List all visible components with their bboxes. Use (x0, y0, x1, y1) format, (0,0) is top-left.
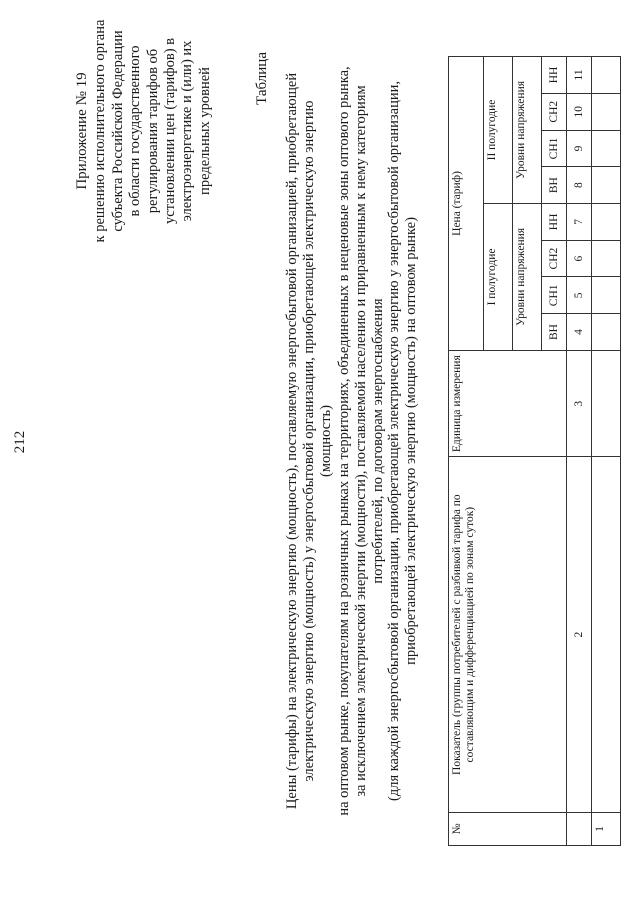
header-voltage: НН (542, 57, 567, 94)
column-number: 8 (567, 167, 592, 204)
table-cell (592, 457, 621, 812)
header-voltage: НН (542, 204, 567, 241)
title-line: электрическую энергию (мощность) у энергосбытовой организации, приобретающей электрическую энергию (мощность) (301, 100, 335, 782)
appendix-line: субъекта Российской Федерации (109, 30, 126, 232)
table-label: Таблица (254, 52, 270, 105)
appendix-line: в области государственного (127, 45, 144, 217)
subtitle-line: (для каждой энергосбытовой организации, приобретающей электрическую энергию у энергосбытовой организации, (386, 81, 402, 801)
appendix-line: предельных уровней (196, 67, 213, 195)
column-number: 9 (567, 130, 592, 167)
column-number: 10 (567, 93, 592, 130)
appendix-block (74, 0, 214, 262)
appendix-line: электроэнергетике и (или) их (179, 40, 196, 222)
header-voltage: СН2 (542, 240, 567, 277)
table-cell (592, 240, 621, 277)
table-cell (592, 167, 621, 204)
table-cell (592, 57, 621, 94)
header-voltage-levels-2: Уровни напряжения (513, 57, 542, 204)
column-number: 3 (567, 350, 592, 457)
column-number: 4 (567, 314, 592, 351)
document-subtitle (386, 64, 420, 818)
header-voltage: ВН (542, 314, 567, 351)
header-price: Цена (тариф) (449, 57, 484, 351)
table-cell (592, 130, 621, 167)
column-number: 2 (567, 457, 592, 812)
header-voltage: СН2 (542, 93, 567, 130)
header-half-2: II полугодие (484, 57, 513, 204)
table-cell (592, 350, 621, 457)
title-line: потребителей, по договорам энергоснабжения (370, 298, 387, 584)
header-half-1: I полугодие (484, 204, 513, 351)
header-unit: Единица измерения (449, 350, 567, 457)
header-indicator: Показатель (группы потребителей с разбивкой тарифа по составляющим и дифференциацией по зонам суток) (449, 457, 567, 812)
appendix-line: к решению исполнительного органа (92, 19, 109, 243)
table-cell (592, 277, 621, 314)
column-number: 5 (567, 277, 592, 314)
title-line: на оптовом рынке, покупателям на розничных рынках на территориях, объединенных в неценовые зоны оптового рынка, (335, 66, 352, 816)
header-no: № (449, 812, 567, 845)
header-voltage-levels-1: Уровни напряжения (513, 204, 542, 351)
header-voltage: СН1 (542, 277, 567, 314)
header-voltage: СН1 (542, 130, 567, 167)
subtitle-line: приобретающей электрическую энергию (мощность) на оптовом рынке) (403, 217, 420, 665)
column-number: 6 (567, 240, 592, 277)
title-line: за исключением электрической энергии (мощности), поставляемой населению и приравненным к нему категориям (352, 85, 369, 797)
table-cell (592, 204, 621, 241)
table-cell (592, 314, 621, 351)
column-number (567, 812, 592, 845)
appendix-line: установлении цен (тарифов) в (162, 37, 179, 225)
header-voltage: ВН (542, 167, 567, 204)
table-cell (592, 93, 621, 130)
appendix-title: Приложение № 19 (74, 72, 90, 190)
document-title (284, 64, 387, 818)
tariff-table (448, 56, 621, 846)
row-number: 1 (592, 812, 621, 845)
page-number: 212 (12, 430, 28, 454)
column-number: 11 (567, 57, 592, 94)
column-number: 7 (567, 204, 592, 241)
appendix-line: регулирования тарифов об (144, 48, 161, 214)
title-line: Цены (тарифы) на электрическую энергию (мощность), поставляемую энергосбытовой организацией, приобретающей (284, 72, 300, 810)
